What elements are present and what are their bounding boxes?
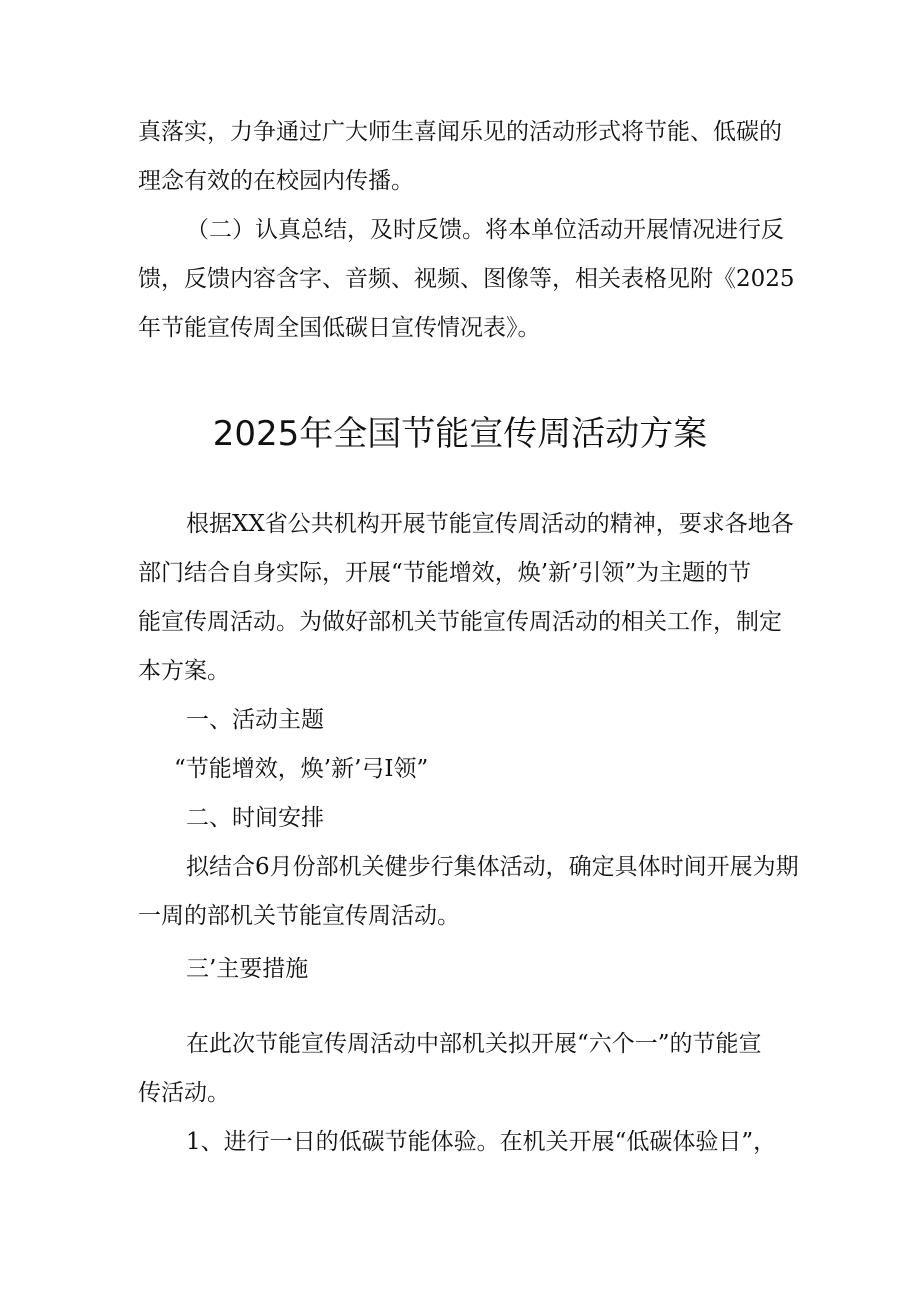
body-text-line: 馈，反馈内容含字、音频、视频、图像等，相关表格见附《2025 bbox=[138, 266, 795, 292]
body-text-line: （二）认真总结，及时反馈。将本单位活动开展情况进行反 bbox=[186, 217, 784, 243]
body-text-line: 部门结合自身实际，开展“节能增效，焕’新’引领”为主题的节 bbox=[138, 560, 752, 586]
body-text-line: 传活动。 bbox=[138, 1080, 230, 1106]
body-text-line: 年节能宣传周全国低碳日宣传情况表》。 bbox=[138, 315, 541, 341]
body-text-line: 根据XX省公共机构开展节能宣传周活动的精神，要求各地各 bbox=[186, 511, 794, 537]
body-text-line: 本方案。 bbox=[138, 658, 230, 684]
list-item: 1、进行一日的低碳节能体验。在机关开展“低碳体验日”， bbox=[186, 1129, 777, 1155]
body-text-line: 理念有效的在校园内传播。 bbox=[138, 168, 414, 194]
section-heading: 三’主要措施 bbox=[186, 956, 309, 982]
body-text-line: 真落实，力争通过广大师生喜闻乐见的活动形式将节能、低碳的 bbox=[138, 119, 782, 145]
section-heading: 一、活动主题 bbox=[186, 707, 324, 733]
theme-text: “节能增效，焕’新’弓I领” bbox=[174, 756, 429, 782]
body-text-line: 能宣传周活动。为做好部机关节能宣传周活动的相关工作，制定 bbox=[138, 609, 782, 635]
section-heading: 二、时间安排 bbox=[186, 805, 324, 831]
body-text-line: 拟结合6月份部机关健步行集体活动，确定具体时间开展为期 bbox=[186, 854, 799, 880]
body-text-line: 在此次节能宣传周活动中部机关拟开展“六个一”的节能宣 bbox=[186, 1031, 762, 1057]
body-text-line: 一周的部机关节能宣传周活动。 bbox=[138, 903, 460, 929]
document-title: 2025年全国节能宣传周活动方案 bbox=[212, 414, 708, 454]
